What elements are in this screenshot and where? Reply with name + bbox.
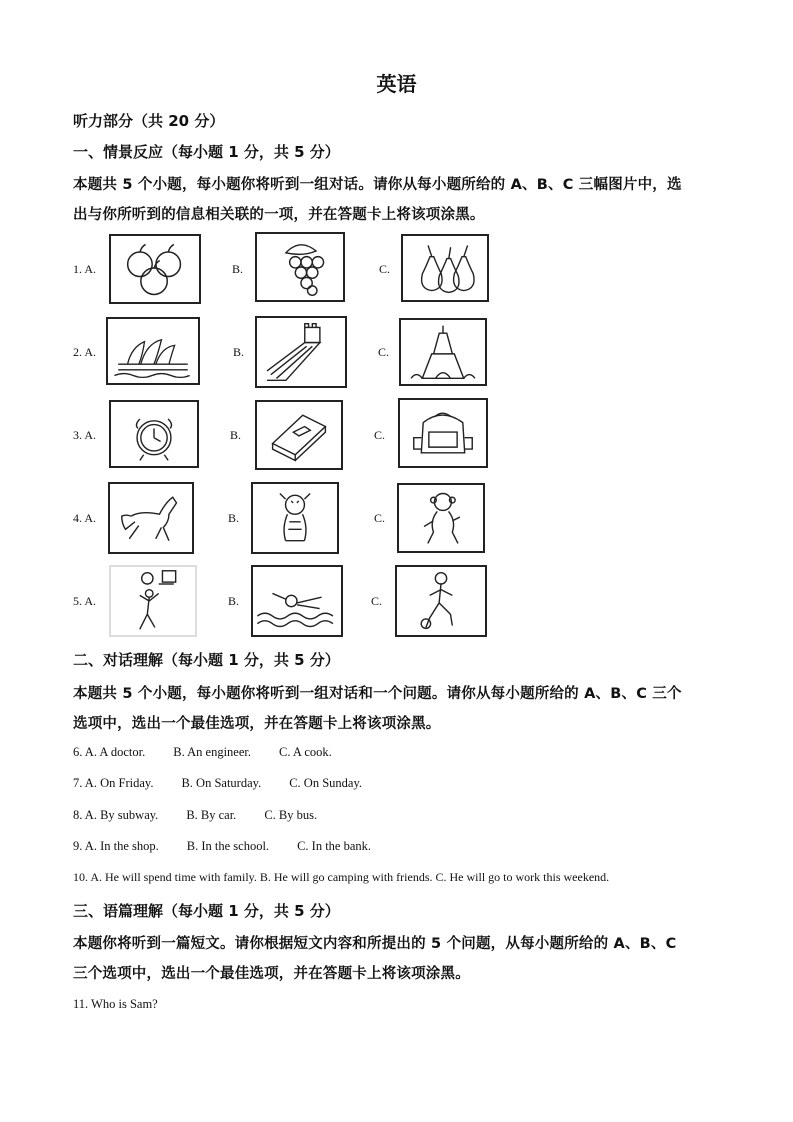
q8-option-b: B. By car.: [186, 808, 237, 822]
q5-label: 5. A.: [73, 594, 97, 608]
q2-option-b: B.: [233, 345, 245, 359]
question-7: [73, 776, 390, 791]
listening-part-heading: 听力部分（共 20 分）: [73, 112, 225, 130]
pears-icon[interactable]: [401, 234, 489, 302]
q2-option-c: C.: [378, 345, 390, 359]
alarm-clock-icon[interactable]: [109, 400, 199, 468]
section2-instructions-line2: 选项中，选出一个最佳选项，并在答题卡上将该项涂黑。: [73, 716, 441, 732]
question-9: [73, 839, 399, 854]
section3-instructions-line1: 本题你将听到一篇短文。请你根据短文内容和所提出的 5 个问题，从每小题所给的 A、B、C: [73, 936, 677, 952]
q9-option-a: 9. A. In the shop.: [73, 839, 159, 853]
question-11: 11. Who is Sam?: [73, 997, 158, 1011]
section2-instructions-line1: 本题共 5 个小题，每小题你将听到一组对话和一个问题。请你从每小题所给的 A、B、C 三个: [73, 686, 682, 702]
backpack-icon[interactable]: [398, 398, 488, 468]
q7-option-c: C. On Sunday.: [289, 776, 363, 790]
opera-house-icon[interactable]: [106, 317, 200, 385]
q8-option-a: 8. A. By subway.: [73, 808, 159, 822]
q1-option-b: B.: [232, 262, 244, 276]
section1-heading: 一、情景反应（每小题 1 分，共 5 分）: [73, 143, 340, 161]
soccer-player-icon[interactable]: [395, 565, 487, 637]
section2-heading: 二、对话理解（每小题 1 分，共 5 分）: [73, 651, 340, 669]
q1-label: 1. A.: [73, 262, 97, 276]
q6-option-c: C. A cook.: [279, 745, 332, 759]
section3-heading: 三、语篇理解（每小题 1 分，共 5 分）: [73, 902, 340, 920]
monkey-icon[interactable]: [397, 483, 485, 553]
basketball-player-icon[interactable]: [109, 565, 197, 637]
q8-option-c: C. By bus.: [264, 808, 318, 822]
section1-instructions-line1: 本题共 5 个小题，每小题你将听到一组对话。请你从每小题所给的 A、B、C 三幅图片中，选: [73, 177, 682, 193]
q5-option-b: B.: [228, 594, 240, 608]
q9-option-b: B. In the school.: [186, 839, 270, 853]
grapes-icon[interactable]: [255, 232, 345, 302]
great-wall-icon[interactable]: [255, 316, 347, 388]
q6-option-b: B. An engineer.: [173, 745, 251, 759]
q9-option-c: C. In the bank.: [297, 839, 372, 853]
q6-option-a: 6. A. A doctor.: [73, 745, 146, 759]
q7-option-a: 7. A. On Friday.: [73, 776, 154, 790]
q3-label: 3. A.: [73, 428, 97, 442]
page-title: 英语: [376, 72, 417, 96]
q2-label: 2. A.: [73, 345, 97, 359]
section1-instructions-line2: 出与你所听到的信息相关联的一项，并在答题卡上将该项涂黑。: [73, 207, 485, 223]
question-6: [73, 745, 360, 760]
apples-icon[interactable]: [109, 234, 201, 304]
eiffel-tower-icon[interactable]: [399, 318, 487, 386]
question-10: 10. A. He will spend time with family. B. He will go camping with friends. C. He will go to work this weekend.: [73, 870, 610, 884]
q4-option-b: B.: [228, 511, 240, 525]
q3-option-c: C.: [374, 428, 386, 442]
q4-option-c: C.: [374, 511, 386, 525]
question-8: [73, 808, 345, 823]
book-icon[interactable]: [255, 400, 343, 470]
q3-option-b: B.: [230, 428, 242, 442]
q5-option-c: C.: [371, 594, 383, 608]
q1-option-c: C.: [379, 262, 391, 276]
q4-label: 4. A.: [73, 511, 97, 525]
section3-instructions-line2: 三个选项中，选出一个最佳选项，并在答题卡上将该项涂黑。: [73, 966, 470, 982]
swimmer-icon[interactable]: [251, 565, 343, 637]
q7-option-b: B. On Saturday.: [181, 776, 262, 790]
tiger-icon[interactable]: [251, 482, 339, 554]
horse-icon[interactable]: [108, 482, 194, 554]
